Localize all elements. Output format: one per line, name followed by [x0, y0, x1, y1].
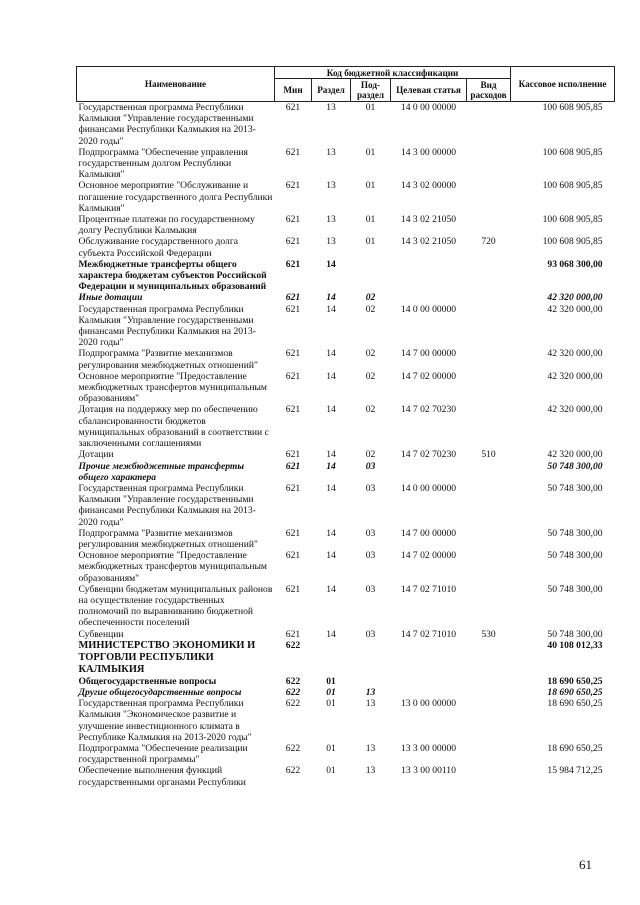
table-row [77, 676, 615, 687]
cell-min: 621 [285, 583, 301, 595]
cell-sum: 42 320 000,00 [547, 292, 603, 304]
table-row [77, 236, 615, 258]
cell-min: 622 [285, 742, 301, 754]
cell-vid: 720 [481, 236, 496, 248]
page-number: 61 [579, 857, 592, 872]
cell-min: 621 [285, 482, 301, 494]
table-row [77, 404, 615, 449]
table-row [77, 743, 615, 765]
cell-podrazdel: 02 [365, 404, 376, 416]
table-row [77, 528, 615, 550]
cell-celevaya: 14 7 00 00000 [400, 348, 457, 360]
table-row [77, 371, 615, 405]
table-row [77, 698, 615, 743]
cell-podrazdel [351, 676, 391, 687]
cell-min: 622 [285, 639, 301, 651]
cell-name: МИНИСТЕРСТВО ЭКОНОМИКИ И ТОРГОВЛИ РЕСПУБЛИКИ КАЛМЫКИЯ [78, 639, 256, 675]
cell-razdel: 14 [326, 303, 336, 315]
cell-vid [467, 743, 511, 765]
cell-podrazdel [351, 259, 391, 293]
cell-razdel: 01 [326, 742, 336, 754]
cell-razdel: 14 [326, 550, 336, 562]
cell-celevaya [391, 461, 467, 483]
cell-podrazdel: 02 [365, 348, 376, 360]
cell-sum: 50 748 300,00 [547, 482, 603, 494]
cell-vid [467, 348, 511, 370]
cell-celevaya [391, 676, 467, 687]
table-row [77, 550, 615, 584]
cell-name: Дотация на поддержку мер по обеспечению сбалансированности бюджетов муниципальных образований в соответствии с заключенными соглашениями [78, 404, 269, 450]
cell-podrazdel: 13 [365, 698, 376, 710]
cell-name: Другие общегосударственные вопросы [78, 686, 242, 698]
table-body [77, 102, 615, 788]
cell-celevaya: 14 3 00 00000 [400, 146, 457, 158]
cell-min: 621 [285, 180, 301, 192]
header-celevaya: Целевая статья [391, 79, 467, 102]
cell-sum: 50 748 300,00 [547, 527, 603, 539]
cell-sum: 100 608 905,85 [542, 214, 603, 226]
cell-name: Процентные платежи по государственному долгу Республики Калмыкия [78, 214, 255, 237]
cell-vid: 510 [481, 449, 496, 461]
cell-razdel: 14 [326, 404, 336, 416]
cell-sum: 18 690 650,25 [547, 675, 603, 687]
cell-name: Государственная программа Республики Калмыкия "Управление государственными финансами Республики Калмыкия на 2013-2020 годы" [78, 102, 256, 147]
header-min: Мин [275, 79, 312, 102]
cell-celevaya: 14 7 02 70230 [400, 404, 457, 416]
cell-name: Подпрограмма "Обеспечение управления государственным долгом Республики Калмыкия" [78, 146, 248, 181]
cell-name: Прочие межбюджетные трансферты общего характера [78, 460, 245, 483]
cell-razdel: 14 [326, 482, 336, 494]
cell-name: Иные дотации [78, 292, 143, 304]
cell-name: Основное мероприятие "Предоставление межбюджетных трансфертов муниципальным образованиям" [78, 550, 268, 584]
cell-vid [467, 180, 511, 214]
cell-podrazdel: 03 [365, 628, 376, 640]
cell-name: Подпрограмма "Развитие механизмов регулирования межбюджетных отношений" [78, 527, 258, 550]
cell-vid [467, 483, 511, 528]
table-row [77, 483, 615, 528]
cell-min: 621 [285, 292, 301, 304]
cell-celevaya: 14 3 02 21050 [400, 236, 457, 248]
header-vid: Вид расходов [467, 79, 511, 102]
cell-razdel: 01 [326, 686, 336, 698]
table-row [77, 687, 615, 698]
cell-vid [467, 214, 511, 236]
cell-podrazdel: 13 [365, 686, 376, 698]
cell-celevaya: 14 0 00 00000 [400, 303, 457, 315]
cell-vid [467, 550, 511, 584]
cell-razdel: 13 [326, 102, 336, 113]
cell-vid [467, 371, 511, 405]
table-row [77, 629, 615, 640]
cell-podrazdel: 02 [365, 292, 376, 304]
cell-name: Общегосударственные вопросы [78, 675, 217, 687]
cell-name: Межбюджетные трансферты общего характера бюджетам субъектов Российской Федерации и муниципальных образований [78, 258, 267, 293]
cell-name: Обеспечение выполнения функций государственными органами Республики [78, 765, 246, 788]
cell-sum: 18 690 650,25 [547, 698, 603, 710]
cell-min: 621 [285, 460, 301, 472]
cell-razdel: 13 [326, 146, 336, 158]
cell-min: 621 [285, 449, 301, 461]
cell-sum: 18 690 650,25 [547, 686, 603, 698]
cell-celevaya: 14 7 02 00000 [400, 550, 457, 562]
cell-min: 622 [285, 675, 301, 687]
cell-podrazdel: 01 [365, 236, 376, 248]
cell-sum: 100 608 905,85 [542, 236, 603, 248]
cell-min: 622 [285, 765, 301, 777]
table-row [77, 765, 615, 787]
cell-razdel: 13 [326, 236, 336, 248]
cell-vid [467, 102, 511, 147]
cell-celevaya [391, 259, 467, 293]
cell-podrazdel: 02 [365, 449, 376, 461]
cell-celevaya: 14 7 02 70230 [400, 449, 457, 461]
cell-vid [467, 640, 511, 676]
cell-podrazdel [351, 640, 391, 676]
cell-razdel: 14 [326, 583, 336, 595]
cell-celevaya: 13 3 00 00000 [400, 742, 457, 754]
header-code-group: Код бюджетной классификации [275, 67, 511, 79]
cell-podrazdel: 03 [365, 527, 376, 539]
cell-sum: 50 748 300,00 [547, 460, 603, 472]
table-row [77, 461, 615, 483]
cell-vid [467, 304, 511, 349]
cell-vid [467, 765, 511, 787]
cell-sum: 42 320 000,00 [547, 449, 603, 461]
cell-min: 621 [285, 214, 301, 226]
cell-razdel: 01 [326, 698, 336, 710]
cell-name: Обслуживание государственного долга субъекта Российской Федерации [78, 236, 239, 259]
cell-sum: 40 108 012,33 [547, 639, 603, 651]
cell-name: Субвенции [78, 628, 124, 640]
cell-sum: 42 320 000,00 [547, 370, 603, 382]
cell-min: 622 [285, 686, 301, 698]
cell-celevaya [391, 292, 467, 303]
cell-celevaya: 14 0 00 00000 [400, 102, 457, 113]
table-row [77, 304, 615, 349]
cell-min: 621 [285, 303, 301, 315]
cell-name: Подпрограмма "Развитие механизмов регулирования межбюджетных отношений" [78, 348, 258, 371]
cell-sum: 100 608 905,85 [542, 180, 603, 192]
table-row [77, 259, 615, 293]
cell-min: 621 [285, 236, 301, 248]
table-row [77, 348, 615, 370]
cell-vid [467, 461, 511, 483]
cell-vid [467, 147, 511, 181]
cell-min: 621 [285, 348, 301, 360]
table-row [77, 584, 615, 629]
cell-min: 621 [285, 258, 301, 270]
cell-vid [467, 584, 511, 629]
cell-razdel: 01 [326, 675, 336, 687]
cell-sum: 100 608 905,85 [542, 146, 603, 158]
cell-name: Субвенции бюджетам муниципальных районов на осуществление государственных полномочий по выравниванию бюджетной обеспеченности поселений [78, 583, 273, 629]
header-razdel: Раздел [312, 79, 351, 102]
cell-min: 621 [285, 370, 301, 382]
cell-sum: 100 608 905,85 [542, 102, 603, 113]
cell-razdel: 14 [326, 292, 336, 304]
cell-celevaya: 14 7 02 71010 [400, 583, 457, 595]
cell-celevaya: 14 7 00 00000 [400, 527, 457, 539]
cell-celevaya: 14 3 02 21050 [400, 214, 457, 226]
cell-podrazdel: 03 [365, 482, 376, 494]
cell-podrazdel: 03 [365, 583, 376, 595]
cell-razdel: 14 [326, 527, 336, 539]
header-kassovoe: Кассовое исполнение [511, 67, 615, 102]
cell-name: Основное мероприятие "Обслуживание и погашение государственного долга Республики Калмыкия" [78, 180, 273, 214]
cell-celevaya: 14 0 00 00000 [400, 482, 457, 494]
cell-razdel: 14 [326, 258, 336, 270]
cell-min: 621 [285, 102, 301, 113]
cell-vid [467, 528, 511, 550]
cell-celevaya: 13 3 00 00110 [401, 765, 456, 777]
cell-min: 621 [285, 404, 301, 416]
cell-sum: 15 984 712,25 [547, 765, 603, 777]
cell-name: Дотации [78, 449, 114, 461]
cell-sum: 50 748 300,00 [547, 550, 603, 562]
cell-min: 621 [285, 550, 301, 562]
cell-vid [467, 259, 511, 293]
cell-sum: 18 690 650,25 [547, 742, 603, 754]
cell-sum: 42 320 000,00 [547, 303, 603, 315]
table-row [77, 180, 615, 214]
budget-table [76, 66, 615, 788]
table-row [77, 449, 615, 460]
cell-razdel: 14 [326, 449, 336, 461]
cell-razdel: 14 [326, 348, 336, 360]
cell-min: 622 [285, 698, 301, 710]
table-row [77, 640, 615, 676]
cell-name: Основное мероприятие "Предоставление межбюджетных трансфертов муниципальным образованиям" [78, 370, 268, 405]
cell-celevaya: 14 3 02 00000 [400, 180, 457, 192]
cell-podrazdel: 02 [365, 303, 376, 315]
cell-sum: 42 320 000,00 [547, 348, 603, 360]
cell-min: 621 [285, 527, 301, 539]
cell-sum: 42 320 000,00 [547, 404, 603, 416]
cell-celevaya [391, 687, 467, 698]
table-row [77, 147, 615, 181]
cell-podrazdel: 01 [365, 180, 376, 192]
cell-vid [467, 292, 511, 303]
cell-podrazdel: 13 [365, 742, 376, 754]
cell-razdel: 14 [326, 628, 336, 640]
cell-vid [467, 687, 511, 698]
cell-vid [467, 404, 511, 449]
cell-min: 621 [285, 146, 301, 158]
cell-name: Государственная программа Республики Калмыкия "Экономическое развитие и улучшение инвестиционного климата в Республике Калмыкия на 2013-2020 годы" [78, 698, 252, 743]
cell-podrazdel: 03 [365, 460, 376, 472]
cell-podrazdel: 01 [365, 102, 376, 113]
cell-razdel: 13 [326, 214, 336, 226]
cell-name: Государственная программа Республики Калмыкия "Управление государственными финансами Республики Калмыкия на 2013-2020 годы" [78, 303, 256, 349]
table-header [77, 67, 615, 102]
cell-sum: 50 748 300,00 [547, 628, 603, 640]
cell-name: Подпрограмма "Обеспечение реализации государственной программы" [78, 742, 248, 766]
cell-vid [467, 698, 511, 743]
cell-podrazdel: 01 [365, 146, 376, 158]
cell-min: 621 [285, 628, 301, 640]
cell-sum: 50 748 300,00 [547, 583, 603, 595]
table-row [77, 292, 615, 303]
cell-sum: 93 068 300,00 [547, 258, 603, 270]
cell-podrazdel: 13 [365, 765, 376, 777]
cell-vid [467, 676, 511, 687]
header-podrazdel: Под-раздел [351, 79, 391, 102]
cell-celevaya: 14 7 02 71010 [400, 628, 457, 640]
cell-celevaya: 13 0 00 00000 [400, 698, 457, 710]
cell-celevaya: 14 7 02 00000 [400, 370, 457, 382]
table-row [77, 214, 615, 236]
cell-razdel: 01 [326, 765, 336, 777]
cell-razdel: 14 [326, 370, 336, 382]
cell-razdel [312, 640, 351, 676]
cell-celevaya [391, 640, 467, 676]
cell-name: Государственная программа Республики Калмыкия "Управление государственными финансами Республики Калмыкия на 2013-2020 годы" [78, 482, 256, 528]
cell-razdel: 14 [326, 460, 336, 472]
cell-vid: 530 [481, 628, 496, 640]
header-name: Наименование [77, 67, 275, 102]
cell-razdel: 13 [326, 180, 336, 192]
cell-podrazdel: 02 [365, 370, 376, 382]
table-row [77, 102, 615, 147]
cell-podrazdel: 03 [365, 550, 376, 562]
cell-podrazdel: 01 [365, 214, 376, 226]
